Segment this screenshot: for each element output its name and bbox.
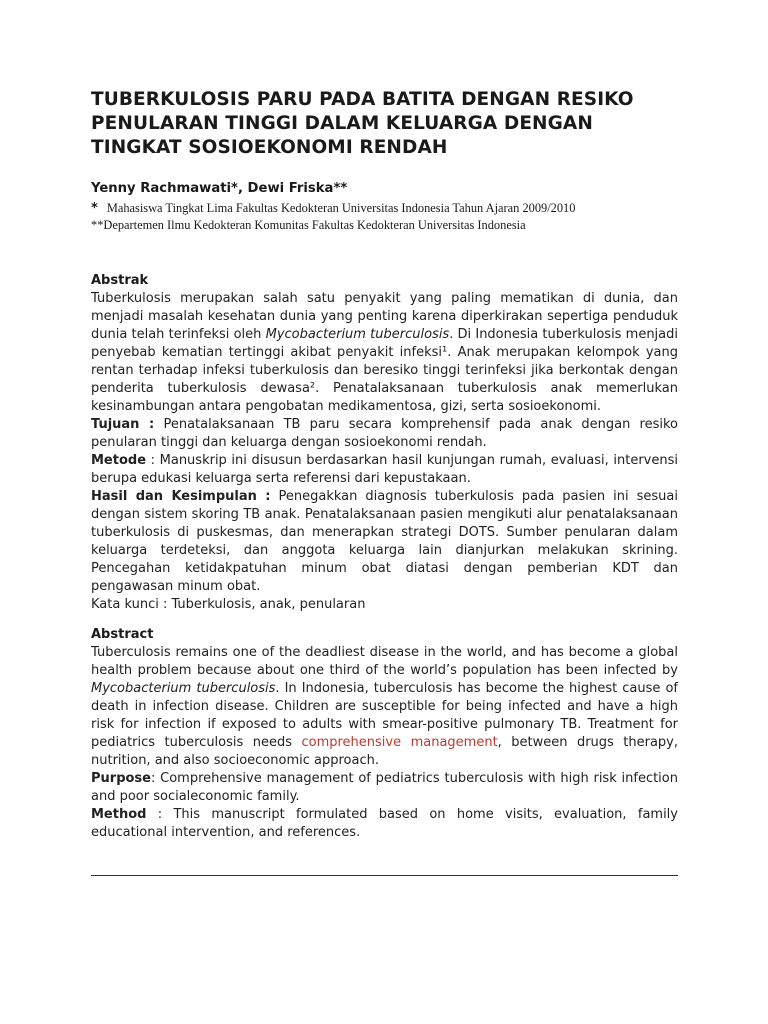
- tujuan-text: Penatalaksanaan TB paru secara komprehensif pada anak dengan resiko penularan tinggi dan keluarga dengan sosioekonomi rendah.: [91, 417, 678, 450]
- tujuan-label: Tujuan :: [91, 417, 155, 432]
- purpose-label: Purpose: [91, 771, 151, 786]
- purpose-text: : Comprehensive management of pediatrics tuberculosis with high risk infection and poor socialeconomic family.: [91, 771, 678, 804]
- paper-title: [91, 88, 678, 160]
- paper-page: [91, 88, 678, 842]
- abstrak-section: [91, 272, 678, 614]
- abstrak-species: Mycobacterium tuberculosis: [265, 327, 450, 342]
- method-label: Method: [91, 807, 147, 822]
- abstract-highlight: comprehensive management: [301, 735, 498, 750]
- affiliation-1: [91, 200, 678, 217]
- abstract-method: [91, 806, 678, 842]
- abstract-purpose: [91, 770, 678, 806]
- abstract-heading: Abstract: [91, 627, 154, 642]
- method-text: : This manuscript formulated based on home visits, evaluation, family educational intervention, and references.: [91, 807, 678, 840]
- abstract-section: [91, 626, 678, 842]
- abstrak-heading: Abstrak: [91, 273, 149, 288]
- affiliation-marker: *: [91, 201, 98, 216]
- abstrak-intro: [91, 290, 678, 416]
- metode-label: Metode: [91, 453, 147, 468]
- title-line: PENULARAN TINGGI DALAM KELUARGA DENGAN: [91, 113, 593, 134]
- abstract-intro-text: Tuberculosis remains one of the deadliest disease in the world, and has become a global health problem because about one third of the world’s population has been infected by: [91, 645, 678, 678]
- abstrak-tujuan: [91, 416, 678, 452]
- abstrak-intro-text: Tuberkulosis merupakan salah satu penyakit yang paling mematikan di dunia, dan menjadi masalah kesehatan dunia yang penting karena diperkirakan sepertiga penduduk dunia telah terinfeksi oleh: [91, 291, 678, 342]
- hasil-text: Penegakkan diagnosis tuberkulosis pada pasien ini sesuai dengan sistem skoring TB anak. Penatalaksanaan pasien mengikuti alur penatalaksanaan tuberkulosis di puskesmas, dan menerapkan strategi DOTS. Sumber penularan dalam keluarga terdeteksi, dan anggota keluarga lain dianjurkan melakukan skrining. Pencegahan ketidakpatuhan minum obat diatasi dengan pemberian KDT dan pengawasan minum obat.: [91, 489, 678, 594]
- abstrak-keywords: Kata kunci : Tuberkulosis, anak, penularan: [91, 597, 366, 612]
- metode-text: : Manuskrip ini disusun berdasarkan hasil kunjungan rumah, evaluasi, intervensi berupa edukasi keluarga serta referensi dari kepustakaan.: [91, 453, 678, 486]
- abstrak-hasil: [91, 488, 678, 596]
- authors: Yenny Rachmawati*, Dewi Friska**: [91, 181, 348, 196]
- abstrak-metode: [91, 452, 678, 488]
- abstract-species: Mycobacterium tuberculosis: [91, 681, 276, 696]
- affiliation-2: **Departemen Ilmu Kedokteran Komunitas Fakultas Kedokteran Universitas Indonesia: [91, 218, 526, 232]
- title-line: TINGKAT SOSIOEKONOMI RENDAH: [91, 137, 448, 158]
- abstract-intro-text-3: , between drugs therapy, nutrition, and also socioeconomic approach.: [91, 735, 679, 768]
- abstract-intro-text-2: . In Indonesia, tuberculosis has become the highest cause of death in infection disease. Children are susceptible for being infected and have a high risk for infection if exposed to adults with smear-positive pulmonary TB. Treatment for pediatrics tuberculosis needs: [91, 681, 678, 750]
- abstrak-intro-text-2: . Di Indonesia tuberkulosis menjadi penyebab kematian tertinggi akibat penyakit infeksi¹. Anak merupakan kelompok yang rentan terhadap infeksi tuberkulosis dan beresiko tinggi terinfeksi jika berkontak dengan penderita tuberkulosis dewasa². Penatalaksanaan tuberkulosis anak memerlukan kesinambungan antara pengobatan medikamentosa, gizi, serta sosioekonomi.: [91, 327, 678, 414]
- abstract-intro: [91, 644, 678, 770]
- affiliation-1-text: Mahasiswa Tingkat Lima Fakultas Kedokteran Universitas Indonesia Tahun Ajaran 2009/2010: [106, 201, 576, 215]
- bottom-rule: [91, 875, 678, 876]
- hasil-label: Hasil dan Kesimpulan :: [91, 489, 271, 504]
- title-line: TUBERKULOSIS PARU PADA BATITA DENGAN RESIKO: [91, 89, 634, 110]
